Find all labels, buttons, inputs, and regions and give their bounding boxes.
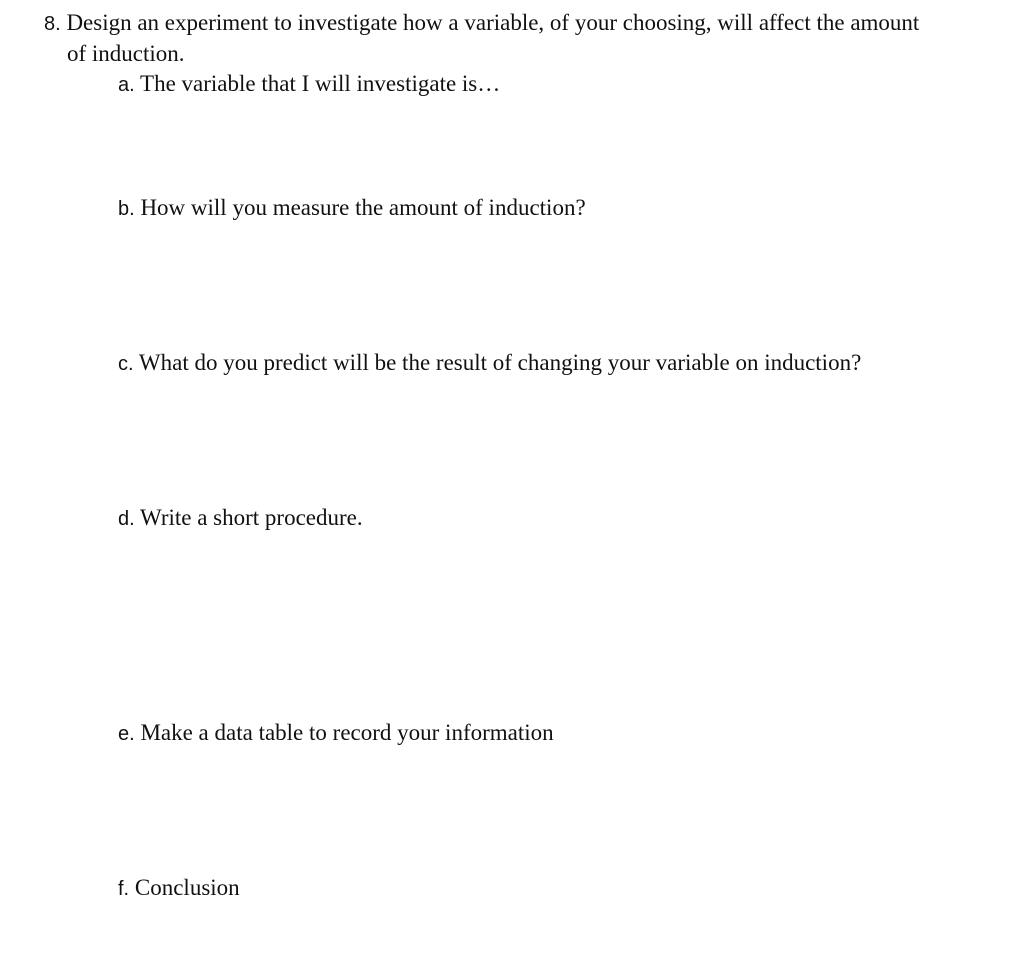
part-b-letter: b. — [118, 198, 135, 220]
part-a — [118, 69, 500, 100]
part-a-letter: a. — [118, 74, 135, 96]
question-line-2 — [44, 39, 1004, 69]
part-c-letter: c. — [118, 353, 134, 375]
question-block — [44, 8, 1004, 69]
part-d — [118, 503, 363, 534]
part-f — [118, 873, 240, 904]
part-b — [118, 193, 586, 224]
question-text-line-1: Design an experiment to investigate how a variable, of your choosing, will affect the amount — [66, 10, 920, 35]
question-line-1 — [44, 8, 1004, 39]
part-e-text: Make a data table to record your information — [140, 720, 554, 745]
question-number: 8. — [44, 13, 61, 35]
part-c-text: What do you predict will be the result of changing your variable on induction? — [138, 350, 862, 375]
part-e-letter: e. — [118, 723, 135, 745]
part-d-text: Write a short procedure. — [140, 505, 363, 530]
part-b-text: How will you measure the amount of induction? — [140, 195, 586, 220]
part-f-letter: f. — [118, 878, 130, 900]
part-a-text: The variable that I will investigate is… — [140, 71, 501, 96]
part-e — [118, 718, 554, 749]
part-d-letter: d. — [118, 508, 135, 530]
question-text-line-2: of induction. — [67, 41, 185, 66]
part-f-text: Conclusion — [134, 875, 240, 900]
part-c — [118, 348, 861, 379]
